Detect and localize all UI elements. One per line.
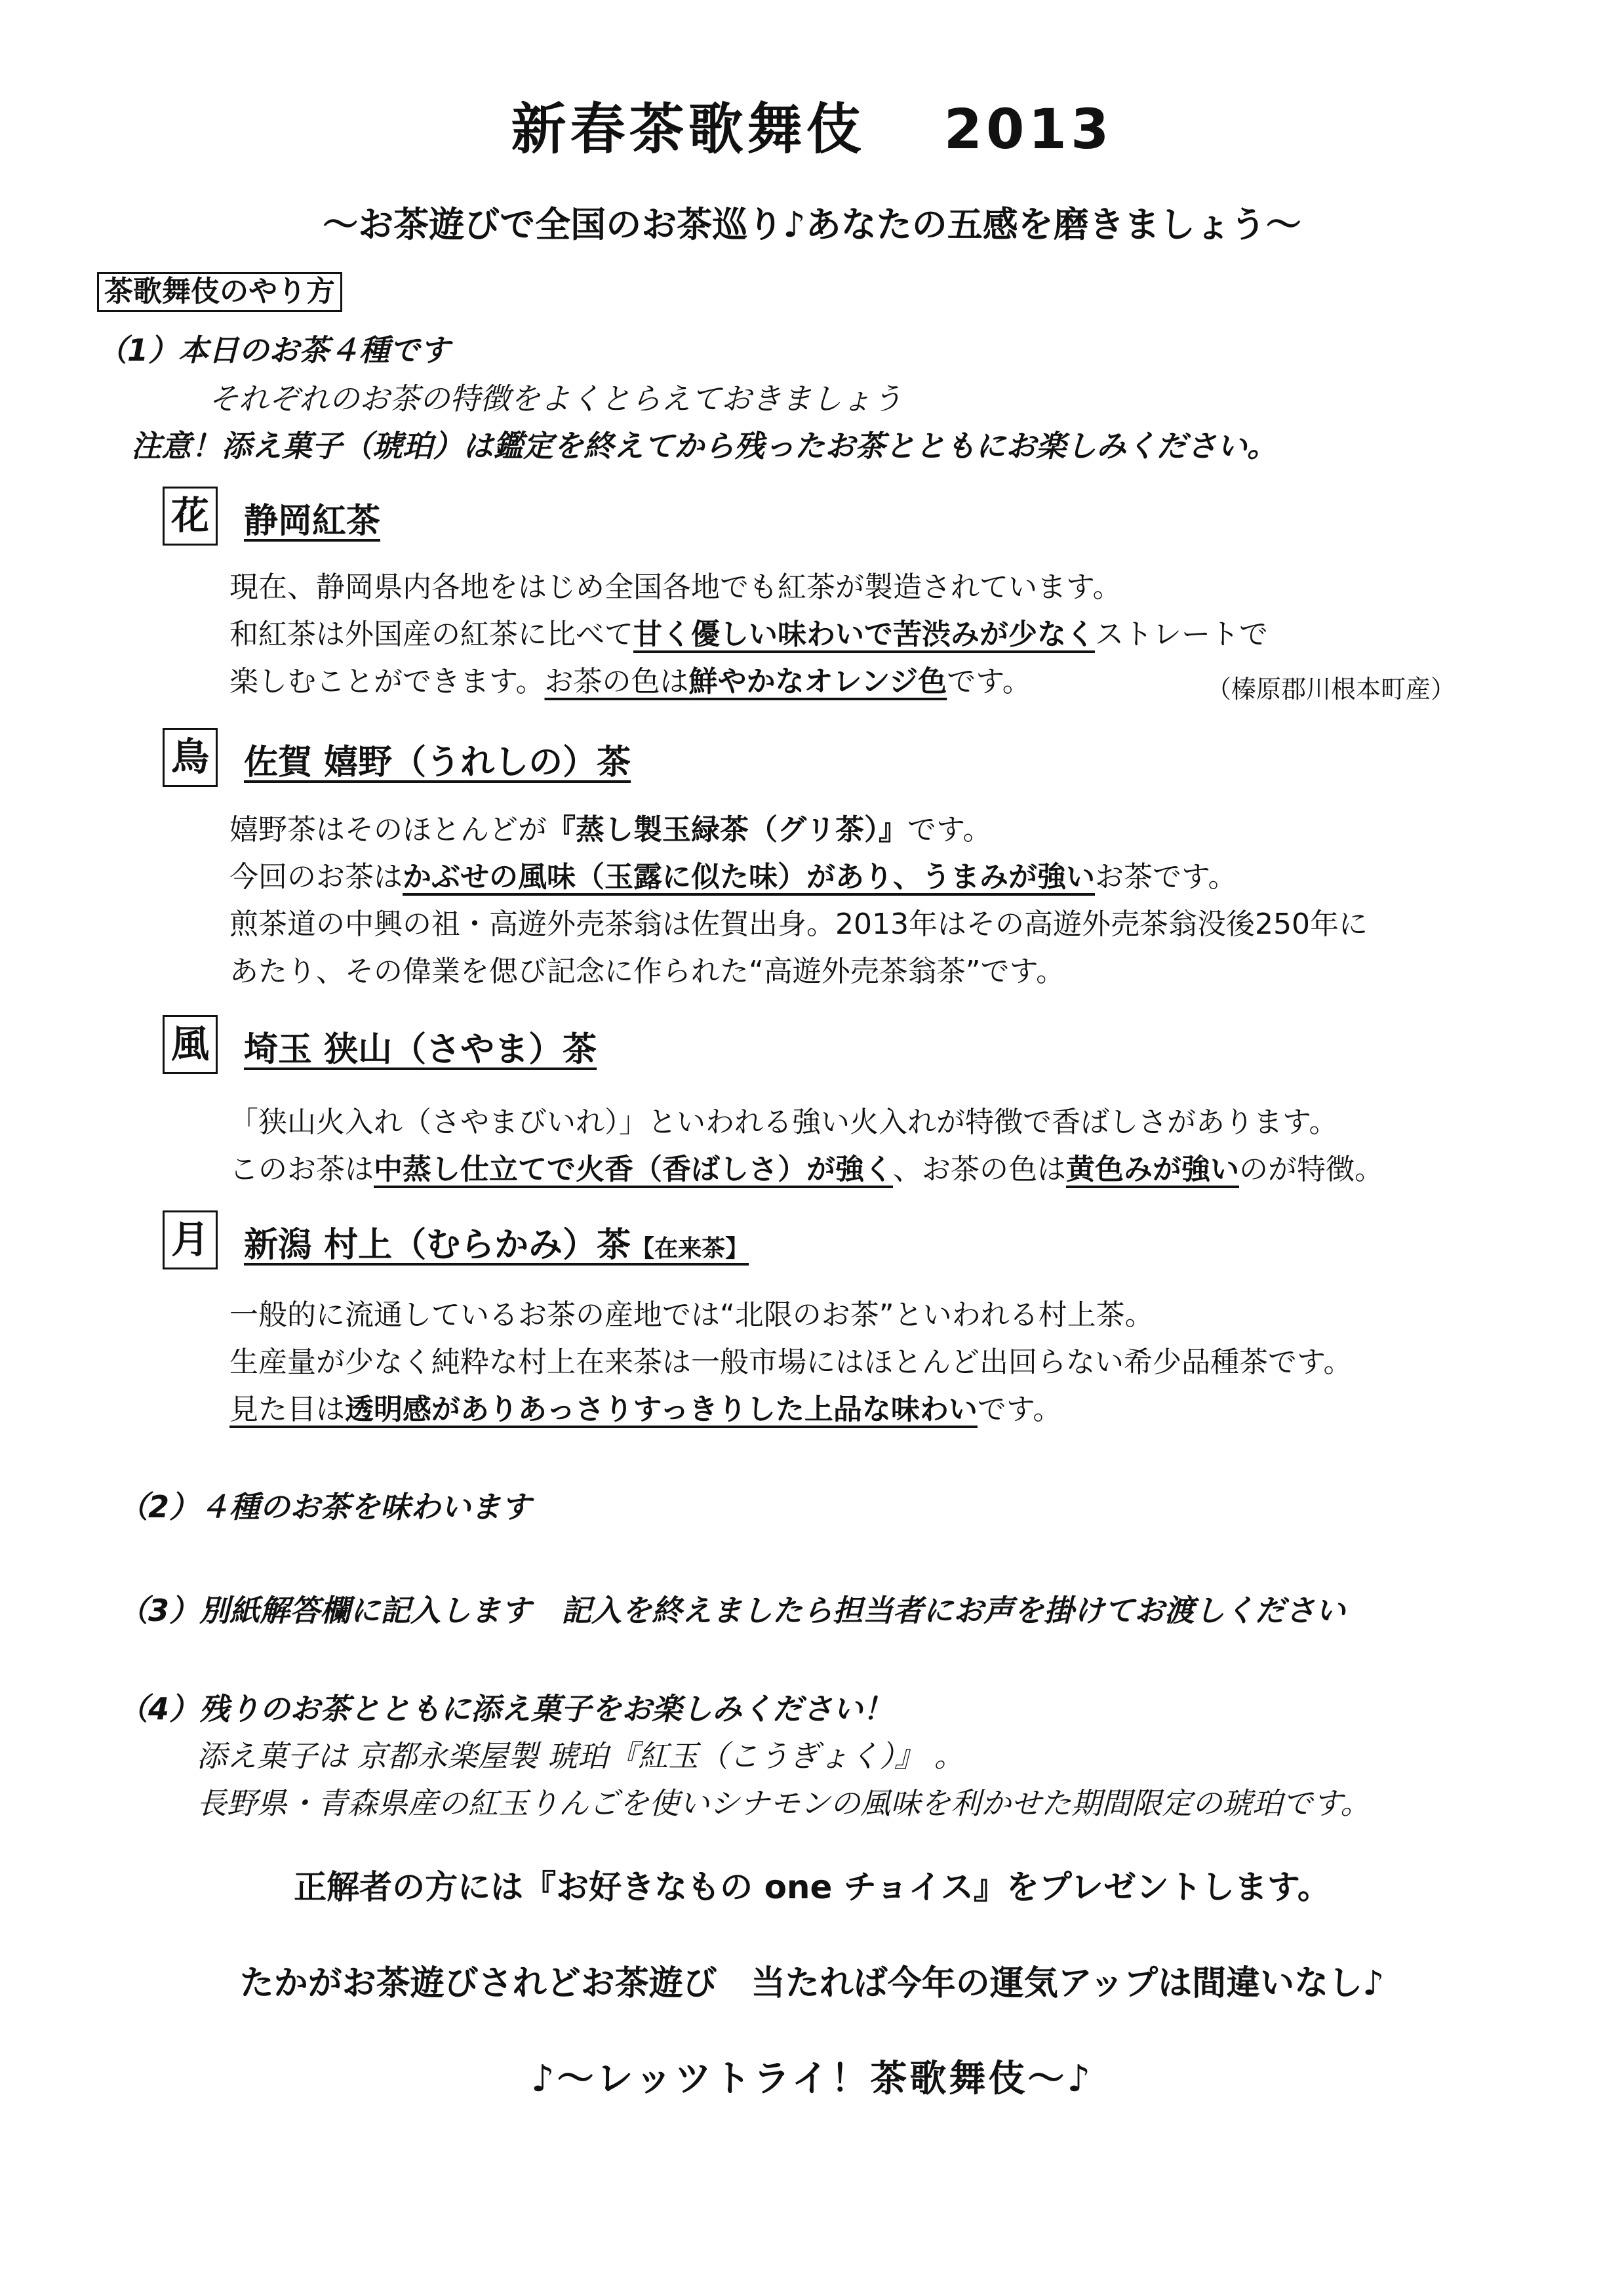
tea-tag-tsuki: 【在来茶】 [631,1235,749,1262]
title-text: 新春茶歌舞伎 [511,97,865,161]
text-segment: お茶の色は [544,665,689,698]
tea-desc-tori-2 [229,854,1237,901]
step4-heading: （4）残りのお茶とともに添え菓子をお楽しみください！ [118,1691,894,1726]
step1-line: それぞれのお茶の特徴をよくとらえておきましょう [208,381,902,416]
tea-desc-hana-2 [229,611,1268,658]
step1-note: 注意！添え菓子（琥珀）は鑑定を終えてから残ったお茶とともにお楽しみください。 [131,428,1277,464]
tea-name-hana: 静岡紅茶 [244,502,381,541]
tea-mark-tsuki: 月 [163,1210,218,1269]
highlight-text [229,1393,978,1426]
prize-text: 正解者の方には『お好きなもの one チョイス』をプレゼントします。 [294,1868,1330,1906]
tea-desc-tsuki-2: 生産量が少なく純粋な村上在来茶は一般市場にはほとんど出回らない希少品種茶です。 [229,1346,1353,1379]
highlight-text: 『蒸し製玉緑茶（グリ茶）』 [547,813,907,847]
tea-desc-tori-3: 煎茶道の中興の祖・高遊外売茶翁は佐賀出身。2013年はその高遊外売茶翁没後250年に [229,908,1368,941]
highlight-text: 甘く優しい味わいで苦渋みが少なく [633,618,1095,651]
highlight-text: 中蒸し仕立てで火香（香ばしさ）が強く [374,1153,893,1186]
luck-text: たかがお茶遊びされどお茶遊び 当たれば今年の運気アップは間違いなし♪ [239,1964,1385,2003]
highlight-text: 鮮やかなオレンジ色 [688,665,947,698]
howto-label: 茶歌舞伎のやり方 [97,272,342,312]
text-segment: 今回のお茶は [229,860,403,894]
final-slogan: ♪～レッツトライ！茶歌舞伎～♪ [530,2058,1094,2100]
text-segment: ストレートで [1095,618,1268,651]
tea-desc-hana-3 [229,658,1031,706]
highlight-text: かぶせの風味（玉露に似た味）があり、うまみが強い [403,860,1095,894]
step1-heading: （1）本日のお茶４種です [97,332,450,368]
step3-heading: （3）別紙解答欄に記入します 記入を終えましたら担当者にお声を掛けてお渡しください [118,1593,1346,1628]
title-year: 2013 [943,97,1113,161]
page-subtitle: ～お茶遊びで全国のお茶巡り♪あなたの五感を磨きましょう～ [323,204,1301,245]
text-segment: 見た目は [229,1393,345,1426]
tea-name-tsuki [244,1217,749,1266]
step4-line2: 長野県・青森県産の紅玉りんごを使いシナモンの風味を利かせた期間限定の琥珀です。 [197,1786,1371,1821]
tea-mark-hana: 花 [163,487,218,546]
highlight-text: 透明感がありあっさりすっきりした上品な味わい [345,1393,978,1426]
text-segment: 和紅茶は外国産の紅茶に比べて [229,618,633,651]
tea-mark-kaze: 風 [163,1015,218,1074]
step4-line1: 添え菓子は 京都永楽屋製 琥珀『紅玉（こうぎょく）』 。 [197,1738,964,1774]
tea-desc-tori-4: あたり、その偉業を偲び記念に作られた“高遊外売茶翁茶”です。 [229,955,1065,988]
tea-name-tori: 佐賀 嬉野（うれしの）茶 [244,743,631,782]
text-segment: 楽しむことができます。 [229,665,545,698]
highlight-text [544,665,947,698]
tea-desc-kaze-2 [229,1146,1383,1193]
highlight-text: 黄色みが強い [1066,1153,1239,1186]
text-segment: です。 [977,1393,1062,1426]
text-segment: このお茶は [229,1153,374,1186]
text-segment: 嬉野茶はそのほとんどが [229,813,547,847]
tea-desc-tsuki-1: 一般的に流通しているお茶の産地では“北限のお茶”といわれる村上茶。 [229,1298,1154,1332]
text-segment: のが特徴。 [1239,1153,1383,1186]
text-segment: 、お茶の色は [893,1153,1066,1186]
text-segment: です。 [947,665,1031,698]
tea-origin-hana: （榛原郡川根本町産） [1206,675,1456,704]
tea-name-tsuki-text: 新潟 村上（むらかみ）茶 [244,1226,631,1265]
text-segment: です。 [907,813,992,847]
step2-heading: （2）４種のお茶を味わいます [118,1489,532,1525]
tea-desc-tsuki-3 [229,1386,1061,1433]
tea-mark-tori: 鳥 [163,728,218,787]
text-segment: お茶です。 [1095,860,1237,894]
tea-desc-hana-1: 現在、静岡県内各地をはじめ全国各地でも紅茶が製造されています。 [229,570,1122,604]
tea-name-kaze: 埼玉 狭山（さやま）茶 [244,1030,597,1069]
tea-desc-tori-1 [229,807,991,854]
page-title [0,85,1624,165]
tea-desc-kaze-1: 「狭山火入れ（さやまびいれ）」といわれる強い火入れが特徴で香ばしさがあります。 [229,1106,1338,1139]
